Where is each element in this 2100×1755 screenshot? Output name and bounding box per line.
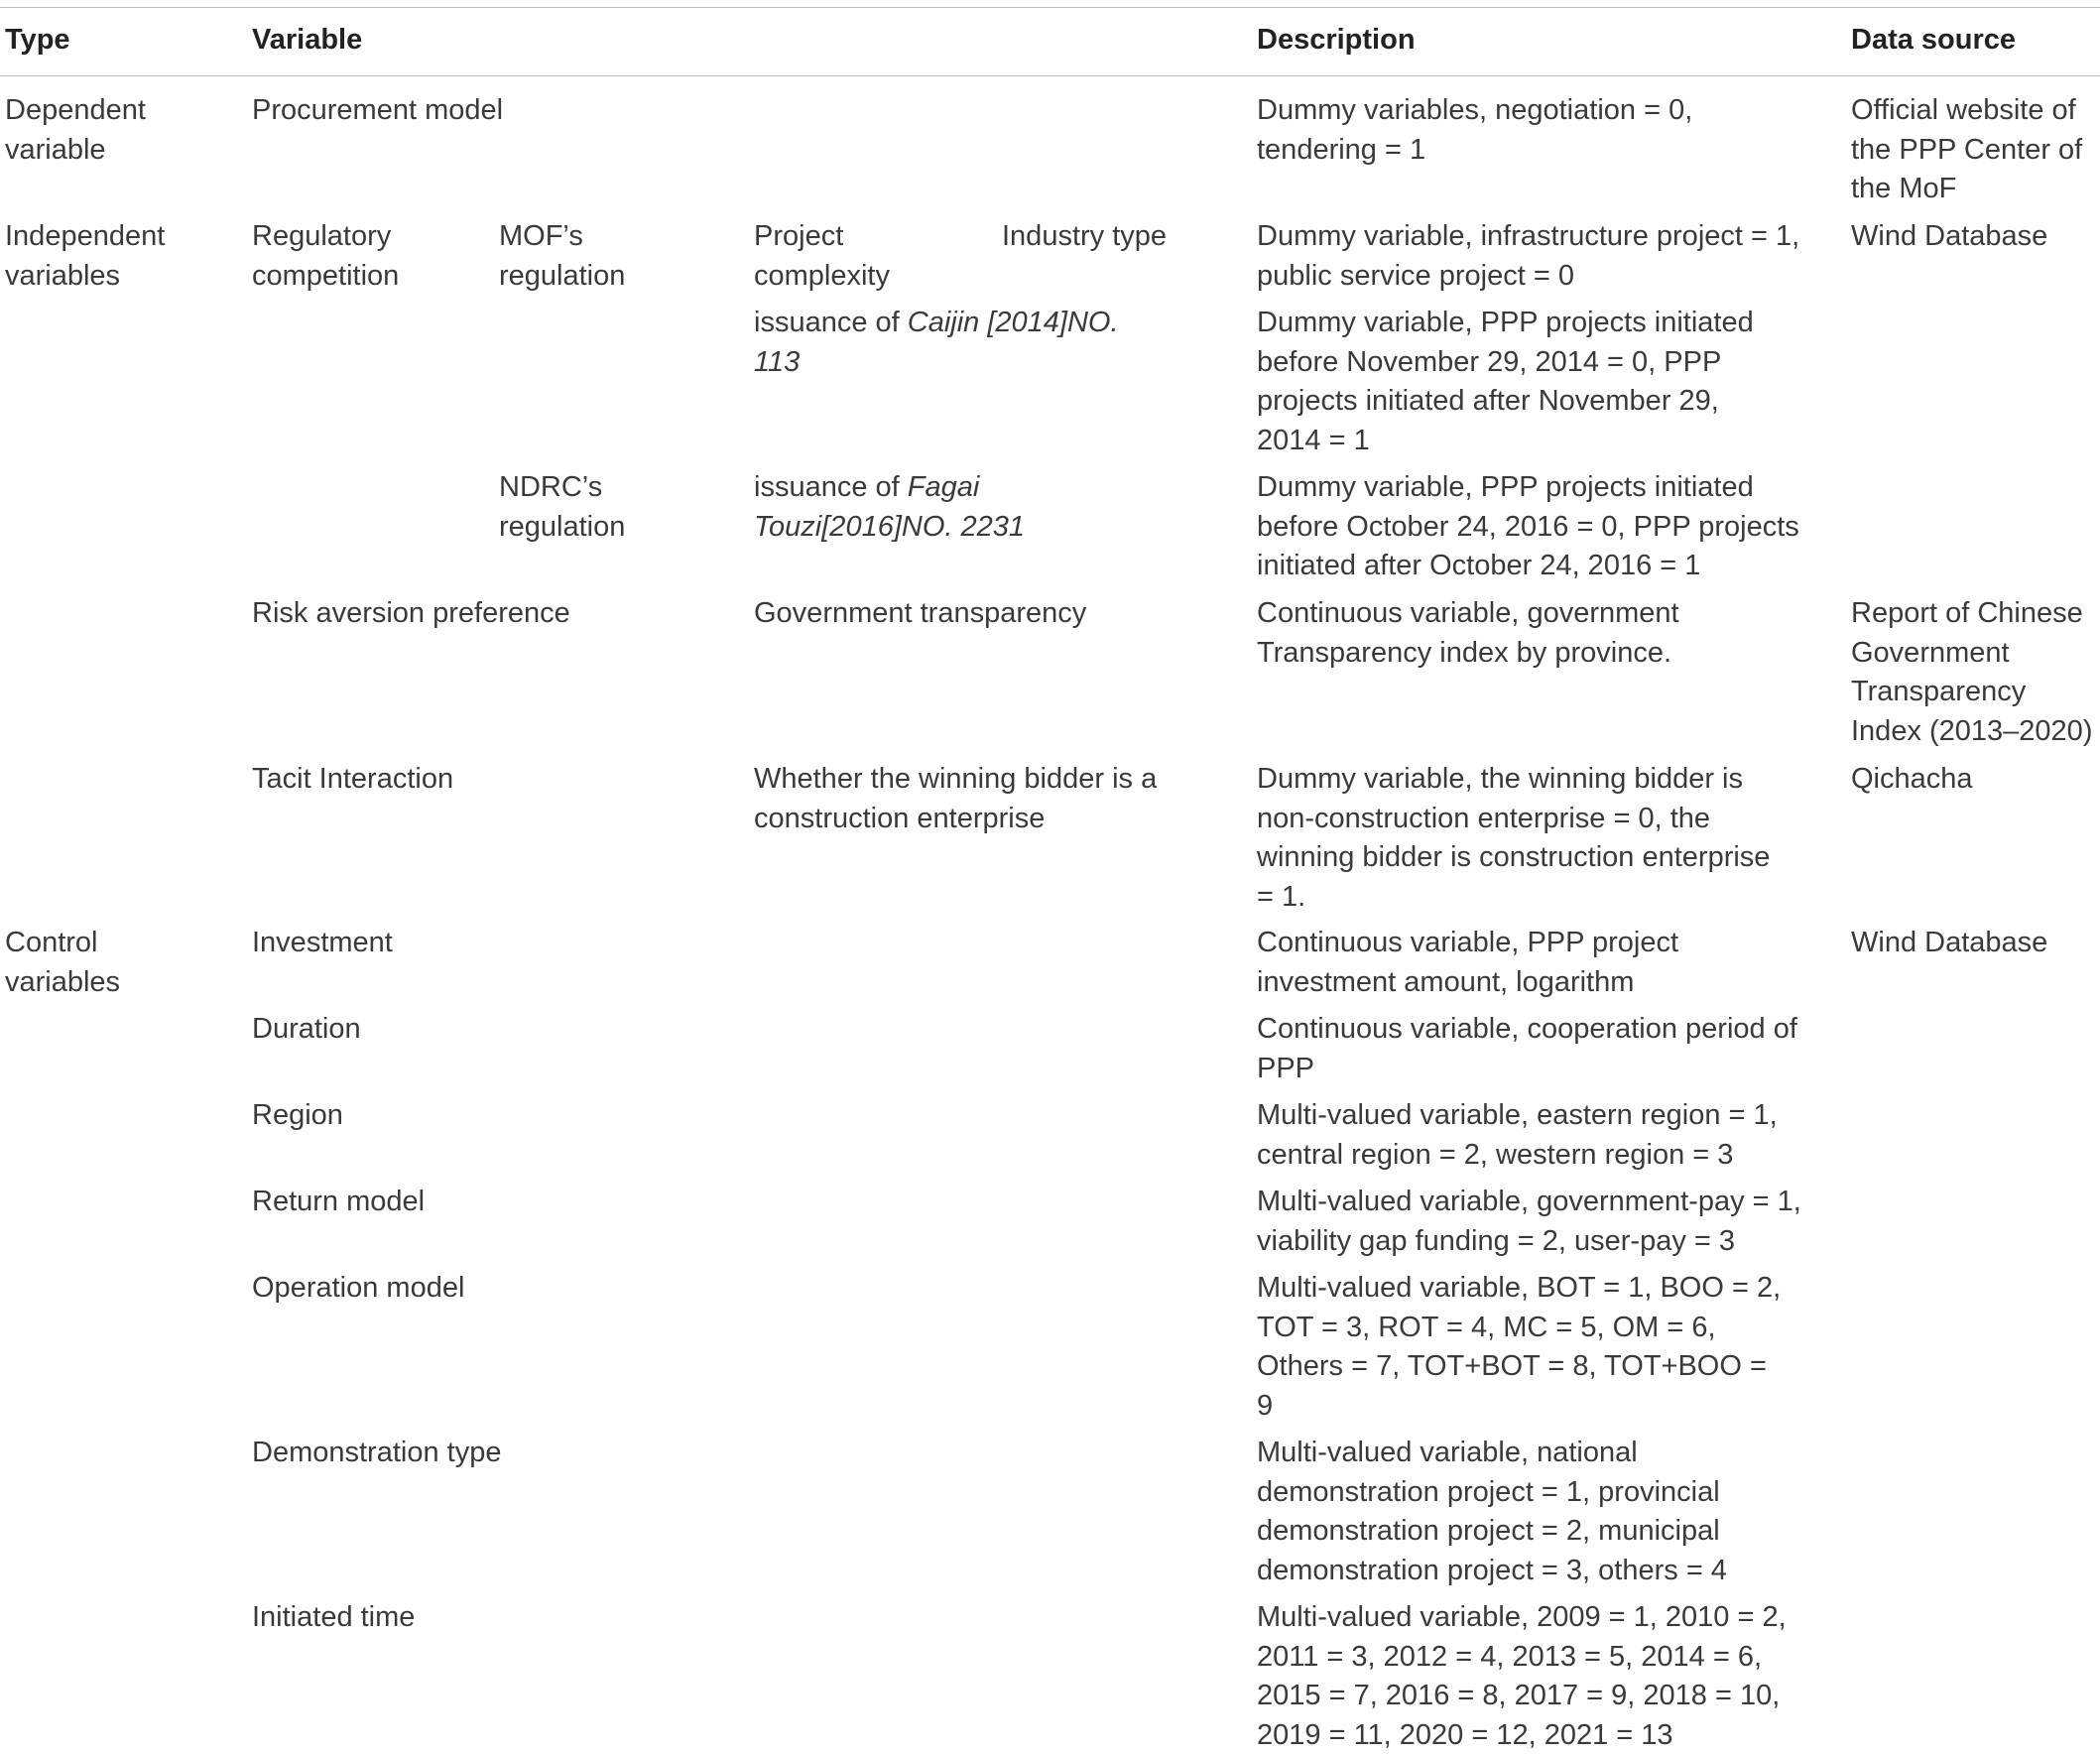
source-wind-control: Wind Database [1851, 927, 2048, 958]
variable-duration: Duration [252, 1013, 361, 1045]
type-independent: Independent variables [5, 220, 166, 292]
measure-winning-bidder: Whether the winning bidder is a construction enterprise [754, 763, 1158, 834]
caijin-issuance [754, 304, 1151, 382]
type-dependent: Dependent variable [5, 94, 146, 166]
fagai-issuance [754, 468, 1051, 547]
caijin-document: Caijin [2014]NO. 113 [754, 307, 1119, 378]
variable-initiated-time: Initiated time [252, 1601, 416, 1633]
industry-type: Industry type [1002, 220, 1168, 252]
description-caijin: Dummy variable, PPP projects initiated before November 29, 2014 = 0, PPP projects initiated after November 29, 2014 = 1 [1257, 307, 1754, 456]
header-data-source: Data source [1851, 24, 2017, 56]
variable-investment: Investment [252, 927, 393, 958]
header-type: Type [5, 24, 70, 56]
variable-operation-model: Operation model [252, 1272, 465, 1304]
header-description: Description [1257, 24, 1416, 56]
description-region: Multi-valued variable, eastern region = 1, central region = 2, western region = 3 [1257, 1099, 1778, 1171]
caijin-prefix: issuance of [754, 307, 908, 338]
project-complexity: Project complexity [754, 220, 890, 292]
table-header-rule [0, 75, 2100, 76]
variable-regulatory: Regulatory competition [252, 220, 400, 292]
description-duration: Continuous variable, cooperation period of PPP [1257, 1013, 1797, 1084]
description-operation-model: Multi-valued variable, BOT = 1, BOO = 2, TOT = 3, ROT = 4, MC = 5, OM = 6, Others = 7, TOT+BOT = 8, TOT+BOO = 9 [1257, 1272, 1782, 1422]
variable-risk-aversion: Risk aversion preference [252, 597, 570, 629]
description-tacit-interaction: Dummy variable, the winning bidder is non-construction enterprise = 0, the winning bidder is construction enterprise = 1. [1257, 763, 1771, 913]
ndrc-regulation: NDRC’s regulation [499, 471, 626, 543]
variable-demonstration-type: Demonstration type [252, 1437, 502, 1468]
source-procurement: Official website of the PPP Center of the MoF [1851, 94, 2083, 205]
variable-procurement: Procurement model [252, 94, 504, 126]
description-investment: Continuous variable, PPP project investment amount, logarithm [1257, 927, 1679, 998]
description-risk-aversion: Continuous variable, government Transparency index by province. [1257, 597, 1679, 669]
description-fagai: Dummy variable, PPP projects initiated before October 24, 2016 = 0, PPP projects initiated after October 24, 2016 = 1 [1257, 471, 1799, 582]
description-industry-type: Dummy variable, infrastructure project = 1, public service project = 0 [1257, 220, 1800, 292]
source-wind-regulatory: Wind Database [1851, 220, 2048, 252]
description-procurement: Dummy variables, negotiation = 0, tendering = 1 [1257, 94, 1693, 166]
header-variable: Variable [252, 24, 363, 56]
type-control: Control variables [5, 927, 121, 998]
source-transparency-report: Report of Chinese Government Transparency Index (2013–2020) [1851, 597, 2093, 747]
measure-government-transparency: Government transparency [754, 597, 1087, 629]
description-return-model: Multi-valued variable, government-pay = 1, viability gap funding = 2, user-pay = 3 [1257, 1186, 1801, 1257]
variable-tacit-interaction: Tacit Interaction [252, 763, 454, 795]
mof-regulation: MOF’s regulation [499, 220, 626, 292]
fagai-document: Fagai Touzi[2016]NO. 2231 [754, 471, 1026, 543]
description-initiated-time: Multi-valued variable, 2009 = 1, 2010 = 2, 2011 = 3, 2012 = 4, 2013 = 5, 2014 = 6, 2015 = 7, 2016 = 8, 2017 = 9, 2018 = 10, 2019 = 11, 2020 = 12, 2021 = 13 [1257, 1601, 1787, 1751]
source-qichacha: Qichacha [1851, 763, 1973, 795]
description-demonstration-type: Multi-valued variable, national demonstration project = 1, provincial demonstration project = 2, municipal demonstration project = 3, others = 4 [1257, 1437, 1727, 1586]
fagai-prefix: issuance of [754, 471, 908, 503]
table-top-rule [0, 7, 2100, 8]
variable-return-model: Return model [252, 1186, 426, 1217]
variable-region: Region [252, 1099, 343, 1131]
